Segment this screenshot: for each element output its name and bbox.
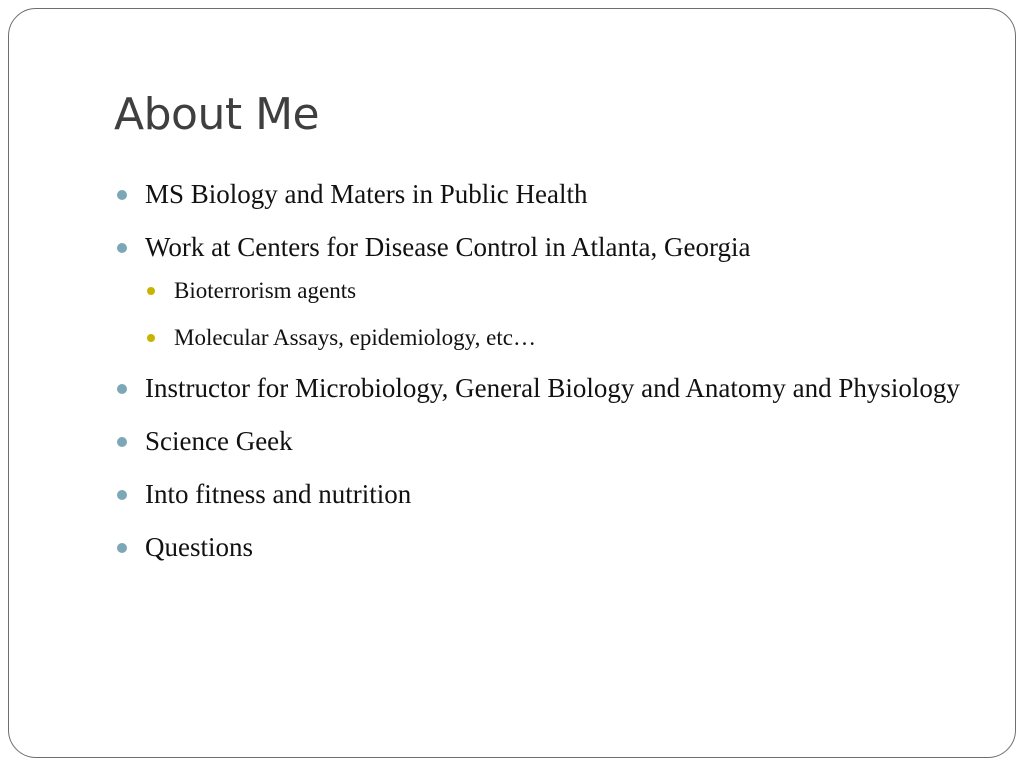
slide-frame xyxy=(8,8,1016,758)
bullet-text: MS Biology and Maters in Public Health xyxy=(145,179,588,209)
bullet-list xyxy=(114,172,964,578)
bullet-text: Work at Centers for Disease Control in Atlanta, Georgia xyxy=(145,232,751,262)
sub-bullet-item xyxy=(144,272,964,310)
sub-bullet-dot-icon xyxy=(147,334,155,342)
slide-title: About Me xyxy=(114,89,320,140)
bullet-item xyxy=(114,525,964,570)
bullet-text: Questions xyxy=(145,532,253,562)
sub-bullet-text: Bioterrorism agents xyxy=(174,278,357,303)
bullet-item xyxy=(114,366,964,411)
sub-bullet-dot-icon xyxy=(147,287,155,295)
sub-bullet-text: Molecular Assays, epidemiology, etc… xyxy=(174,325,536,350)
bullet-item xyxy=(114,472,964,517)
bullet-dot-icon xyxy=(117,243,127,253)
bullet-item xyxy=(114,225,964,270)
sub-bullet-item xyxy=(144,319,964,357)
bullet-text: Science Geek xyxy=(145,426,293,456)
bullet-dot-icon xyxy=(117,190,127,200)
bullet-dot-icon xyxy=(117,384,127,394)
bullet-dot-icon xyxy=(117,490,127,500)
bullet-text: Instructor for Microbiology, General Biology and Anatomy and Physiology xyxy=(145,373,960,403)
bullet-item xyxy=(114,419,964,464)
bullet-text: Into fitness and nutrition xyxy=(145,479,412,509)
bullet-dot-icon xyxy=(117,437,127,447)
bullet-dot-icon xyxy=(117,543,127,553)
bullet-item xyxy=(114,172,964,217)
